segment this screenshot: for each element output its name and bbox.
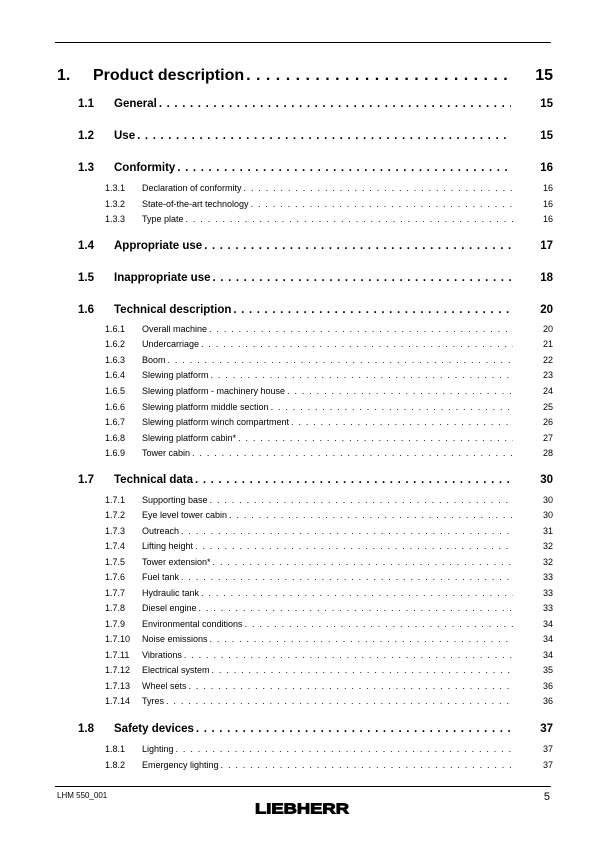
entry-title: Tyres [142, 696, 165, 706]
entry-title: Slewing platform - machinery house [142, 386, 286, 396]
entry-number: 1.4 [78, 240, 94, 252]
toc-section-entry[interactable] [78, 723, 553, 735]
entry-page: 28 [542, 448, 553, 458]
toc-subsection-entry[interactable] [105, 557, 553, 567]
entry-page: 25 [542, 402, 553, 412]
entry-title: Environmental conditions [142, 619, 243, 629]
toc-subsection-entry[interactable] [105, 696, 553, 706]
entry-page: 34 [542, 650, 553, 660]
dot-leader [204, 240, 511, 252]
dot-leader [211, 370, 513, 380]
entry-number: 1.6.2 [105, 339, 126, 349]
top-rule [55, 42, 551, 43]
entry-page: 24 [542, 386, 553, 396]
entry-title: Undercarriage [142, 339, 200, 349]
entry-page: 16 [540, 162, 553, 174]
dot-leader [212, 665, 513, 675]
entry-number: 1.6.7 [105, 417, 126, 427]
dot-leader [181, 572, 513, 582]
toc-subsection-entry[interactable] [105, 588, 553, 598]
dot-leader [238, 433, 513, 443]
entry-page: 15 [540, 130, 553, 142]
entry-page: 20 [540, 304, 553, 316]
toc-subsection-entry[interactable] [105, 214, 553, 224]
entry-page: 34 [542, 619, 553, 629]
entry-number: 1.8.2 [105, 760, 126, 770]
entry-title: Slewing platform middle section [142, 402, 269, 412]
entry-page: 37 [542, 760, 553, 770]
entry-number: 1.7.9 [105, 619, 126, 629]
toc-subsection-entry[interactable] [105, 665, 553, 675]
entry-page: 37 [540, 723, 553, 735]
entry-number: 1.6.9 [105, 448, 126, 458]
entry-number: 1.8 [78, 723, 94, 735]
entry-number: 1.7.3 [105, 526, 126, 536]
entry-number: 1.7 [78, 474, 94, 486]
entry-number: 1.6.8 [105, 433, 126, 443]
dot-leader [195, 541, 513, 551]
dot-leader [246, 67, 507, 85]
liebherr-logo [254, 800, 350, 816]
entry-page: 32 [542, 541, 553, 551]
dot-leader [177, 162, 511, 174]
entry-title: Eye level tower cabin [142, 510, 228, 520]
dot-leader [192, 448, 513, 458]
entry-number: 1.7.14 [105, 696, 131, 706]
entry-page: 36 [542, 681, 553, 691]
dot-leader [233, 304, 511, 316]
entry-number: 1.7.8 [105, 603, 126, 613]
toc-section-entry[interactable] [78, 162, 553, 174]
entry-title: Vibrations [142, 650, 182, 660]
entry-title: Technical description [114, 304, 232, 316]
dot-leader [189, 681, 513, 691]
entry-page: 33 [542, 603, 553, 613]
entry-number: 1.7.12 [105, 665, 131, 675]
dot-leader [196, 723, 511, 735]
entry-page: 37 [542, 744, 553, 754]
toc-subsection-entry[interactable] [105, 324, 553, 334]
dot-leader [229, 510, 513, 520]
dot-leader [221, 760, 513, 770]
dot-leader [181, 526, 513, 536]
entry-page: 30 [540, 474, 553, 486]
entry-page: 33 [542, 572, 553, 582]
dot-leader [176, 744, 513, 754]
entry-title: Declaration of conformity [142, 183, 242, 193]
entry-number: 1.6.5 [105, 386, 126, 396]
toc-subsection-entry[interactable] [105, 650, 553, 660]
dot-leader [201, 588, 513, 598]
toc-subsection-entry[interactable] [105, 526, 553, 536]
dot-leader [210, 634, 513, 644]
entry-number: 1.6.6 [105, 402, 126, 412]
entry-number: 1.6.3 [105, 355, 126, 365]
entry-number: 1.7.7 [105, 588, 126, 598]
dot-leader [209, 324, 513, 334]
entry-number: 1.6.4 [105, 370, 126, 380]
entry-title: State-of-the-art technology [142, 199, 249, 209]
entry-page: 31 [542, 526, 553, 536]
entry-page: 21 [542, 339, 553, 349]
entry-number: 1.7.2 [105, 510, 126, 520]
dot-leader [201, 339, 513, 349]
entry-title: Technical data [114, 474, 194, 486]
toc-section-entry[interactable] [78, 130, 553, 142]
toc-section-entry[interactable] [78, 272, 553, 284]
entry-number: 1.3.1 [105, 183, 126, 193]
dot-leader [291, 417, 513, 427]
entry-number: 1.3 [78, 162, 94, 174]
entry-number: 1.2 [78, 130, 94, 142]
entry-page: 20 [542, 324, 553, 334]
entry-title: Inappropriate use [114, 272, 211, 284]
entry-title: Type plate [142, 214, 184, 224]
entry-title: Hydraulic tank [142, 588, 200, 598]
entry-title: Diesel engine [142, 603, 197, 613]
dot-leader [244, 183, 513, 193]
entry-page: 15 [535, 67, 553, 84]
toc-subsection-entry[interactable] [105, 183, 553, 193]
toc-subsection-entry[interactable] [105, 603, 553, 613]
entry-number: 1.3.2 [105, 199, 126, 209]
dot-leader [287, 386, 513, 396]
dot-leader [210, 495, 513, 505]
toc-subsection-entry[interactable] [105, 744, 553, 754]
toc-subsection-entry[interactable] [105, 433, 553, 443]
toc-subsection-entry[interactable] [105, 495, 553, 505]
toc-subsection-entry[interactable] [105, 370, 553, 380]
entry-title: Lighting [142, 744, 174, 754]
dot-leader [184, 650, 513, 660]
dot-leader [251, 199, 513, 209]
toc-subsection-entry[interactable] [105, 417, 553, 427]
toc-section-entry[interactable] [78, 474, 553, 486]
entry-page: 26 [542, 417, 553, 427]
entry-title: Appropriate use [114, 240, 203, 252]
dot-leader [166, 696, 513, 706]
entry-page: 33 [542, 588, 553, 598]
entry-title: General [114, 98, 157, 110]
entry-title: Slewing platform cabin* [142, 433, 237, 443]
dot-leader [199, 603, 513, 613]
dot-leader [137, 130, 511, 142]
toc-subsection-entry[interactable] [105, 339, 553, 349]
entry-page: 22 [542, 355, 553, 365]
entry-title: Overall machine [142, 324, 208, 334]
entry-number: 1.6.1 [105, 324, 126, 334]
entry-page: 30 [542, 495, 553, 505]
toc-section-entry[interactable] [78, 240, 553, 252]
entry-number: 1.7.10 [105, 634, 131, 644]
toc-subsection-entry[interactable] [105, 681, 553, 691]
entry-title: Lifting height [142, 541, 194, 551]
entry-number: 1.6 [78, 304, 94, 316]
document-code: LHM 550_001 [57, 791, 108, 800]
entry-page: 16 [542, 214, 553, 224]
entry-number: 1.8.1 [105, 744, 126, 754]
toc-subsection-entry[interactable] [105, 448, 553, 458]
entry-number: 1.1 [78, 98, 94, 110]
entry-page: 16 [542, 199, 553, 209]
entry-number: 1.5 [78, 272, 94, 284]
entry-number: 1.7.13 [105, 681, 131, 691]
toc-subsection-entry[interactable] [105, 541, 553, 551]
entry-number: 1.7.5 [105, 557, 126, 567]
entry-number: 1.7.6 [105, 572, 126, 582]
entry-title: Wheel sets [142, 681, 187, 691]
dot-leader [168, 355, 513, 365]
entry-page: 16 [542, 183, 553, 193]
toc-subsection-entry[interactable] [105, 199, 553, 209]
dot-leader [195, 474, 511, 486]
dot-leader [186, 214, 513, 224]
entry-number: 1.7.1 [105, 495, 126, 505]
entry-number: 1.3.3 [105, 214, 126, 224]
toc-section-entry[interactable] [78, 304, 553, 316]
dot-leader [159, 98, 511, 110]
toc-subsection-entry[interactable] [105, 619, 553, 629]
toc-subsection-entry[interactable] [105, 510, 553, 520]
dot-leader [245, 619, 513, 629]
entry-page: 32 [542, 557, 553, 567]
toc-subsection-entry[interactable] [105, 760, 553, 770]
toc-subsection-entry[interactable] [105, 572, 553, 582]
entry-title: Electrical system [142, 665, 210, 675]
entry-page: 15 [540, 98, 553, 110]
dot-leader [213, 272, 512, 284]
page-number: 5 [543, 791, 550, 803]
entry-title: Use [114, 130, 136, 142]
entry-title: Boom [142, 355, 166, 365]
entry-title: Emergency lighting [142, 760, 219, 770]
toc-subsection-entry[interactable] [105, 355, 553, 365]
entry-page: 30 [542, 510, 553, 520]
dot-leader [271, 402, 513, 412]
dot-leader [213, 557, 513, 567]
entry-title: Supporting base [142, 495, 208, 505]
entry-number: 1. [57, 67, 71, 84]
entry-number: 1.7.11 [105, 650, 130, 660]
entry-title: Tower extension* [142, 557, 211, 567]
entry-title: Outreach [142, 526, 180, 536]
toc-section-entry[interactable] [78, 98, 553, 110]
entry-page: 18 [540, 272, 553, 284]
entry-title: Slewing platform [142, 370, 209, 380]
entry-title: Noise emissions [142, 634, 208, 644]
svg-text:LIEBHERR: LIEBHERR [255, 800, 350, 816]
toc-subsection-entry[interactable] [105, 402, 553, 412]
entry-number: 1.7.4 [105, 541, 126, 551]
entry-page: 27 [542, 433, 553, 443]
toc-subsection-entry[interactable] [105, 634, 553, 644]
entry-title: Slewing platform winch compartment [142, 417, 290, 427]
toc-subsection-entry[interactable] [105, 386, 553, 396]
footer-rule [55, 786, 551, 787]
entry-title: Fuel tank [142, 572, 180, 582]
entry-title: Tower cabin [142, 448, 191, 458]
entry-title: Product description [93, 67, 245, 84]
entry-title: Safety devices [114, 723, 194, 735]
entry-page: 17 [540, 240, 553, 252]
entry-page: 34 [542, 634, 553, 644]
entry-page: 36 [542, 696, 553, 706]
entry-page: 23 [542, 370, 553, 380]
entry-page: 35 [542, 665, 553, 675]
chapter-entry[interactable] [57, 67, 553, 85]
entry-title: Conformity [114, 162, 176, 174]
